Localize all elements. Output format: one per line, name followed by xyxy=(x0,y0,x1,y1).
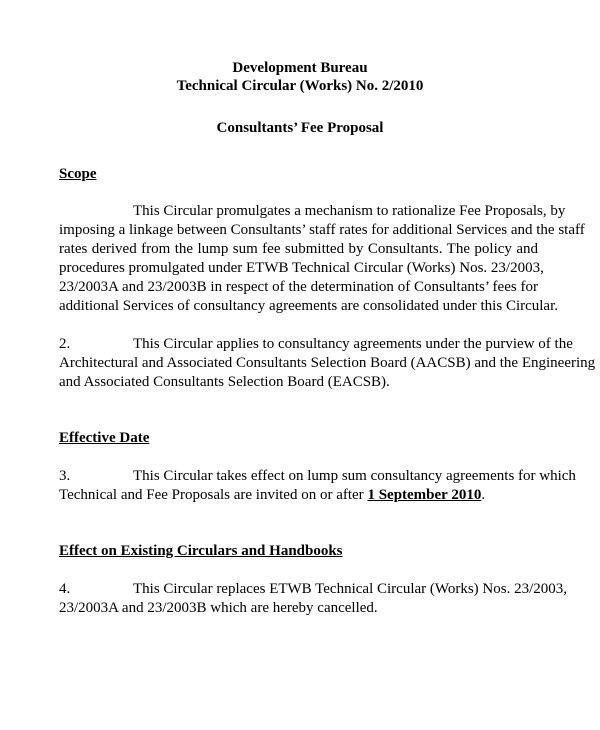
text-line: This Circular applies to consultancy agreements under the purview of the xyxy=(133,336,573,352)
text-line: This Circular promulgates a mechanism to rationalize Fee Proposals, by xyxy=(133,203,566,219)
text-segment: Technical and Fee Proposals are invited on or after xyxy=(59,487,368,503)
document-title: Consultants’ Fee Proposal xyxy=(216,120,384,136)
text-line xyxy=(59,486,538,505)
text-line: rates derived from the lump sum fee submitted by Consultants. The policy and xyxy=(59,241,538,257)
existing-circulars-heading: Effect on Existing Circulars and Handbooks xyxy=(59,543,343,559)
paragraph-number: 4. xyxy=(59,581,71,597)
paragraph-number: 3. xyxy=(59,468,71,484)
paragraph-2 xyxy=(59,335,596,392)
effective-date: 1 September 2010 xyxy=(367,487,482,503)
text-line: 23/2003A and 23/2003B which are hereby cancelled. xyxy=(59,600,378,616)
text-line: imposing a linkage between Consultants’ staff rates for additional Services and the staff xyxy=(59,222,585,238)
scope-paragraph xyxy=(59,202,585,316)
circular-number: Technical Circular (Works) No. 2/2010 xyxy=(176,78,424,94)
text-line: procedures promulgated under ETWB Technical Circular (Works) Nos. 23/2003, xyxy=(59,260,544,276)
text-line: This Circular takes effect on lump sum consultancy agreements for which xyxy=(133,468,576,484)
text-line: Architectural and Associated Consultants Selection Board (AACSB) and the Engineering xyxy=(59,355,596,371)
text-segment: . xyxy=(481,487,486,503)
bureau-name: Development Bureau xyxy=(232,60,368,76)
text-line: This Circular replaces ETWB Technical Circular (Works) Nos. 23/2003, xyxy=(133,581,568,597)
effective-date-heading: Effective Date xyxy=(59,430,150,446)
paragraph-number: 2. xyxy=(59,336,71,352)
paragraph-3 xyxy=(59,467,576,505)
scope-heading: Scope xyxy=(59,166,97,182)
text-line: and Associated Consultants Selection Board (EACSB). xyxy=(59,374,390,390)
text-line: additional Services of consultancy agreements are consolidated under this Circular. xyxy=(59,298,559,314)
paragraph-4 xyxy=(59,580,568,618)
text-line: 23/2003A and 23/2003B in respect of the determination of Consultants’ fees for xyxy=(59,279,538,295)
